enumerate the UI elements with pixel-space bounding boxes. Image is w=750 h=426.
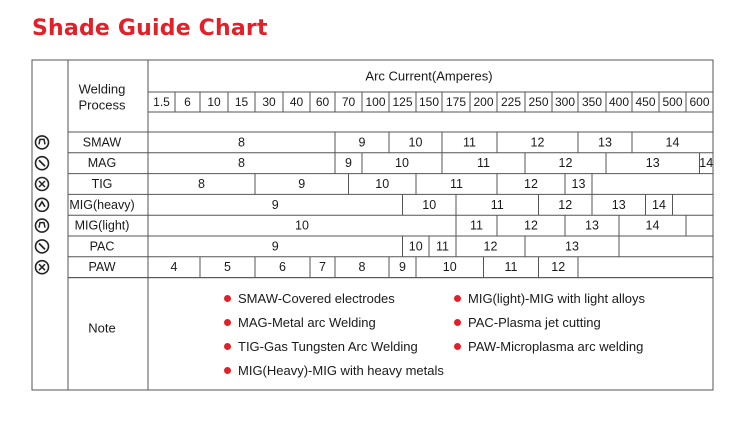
smaw-torch-icon bbox=[36, 136, 49, 149]
note-item-left bbox=[224, 339, 418, 354]
shade-value: 13 bbox=[645, 156, 660, 171]
ampere-tick-label: 200 bbox=[473, 95, 494, 109]
bullet-dot-icon bbox=[454, 319, 461, 326]
bullet-dot-icon bbox=[224, 367, 231, 374]
ampere-tick-label: 10 bbox=[207, 95, 221, 109]
shade-value: 7 bbox=[319, 260, 326, 275]
shade-value: 4 bbox=[170, 260, 178, 275]
shade-value: 10 bbox=[408, 135, 423, 150]
shade-value: 9 bbox=[298, 177, 306, 191]
shade-value: 8 bbox=[358, 260, 366, 275]
shade-value: 8 bbox=[238, 135, 245, 150]
ampere-tick-label: 600 bbox=[689, 95, 710, 109]
page-title: Shade Guide Chart bbox=[32, 16, 268, 41]
process-label: TIG bbox=[91, 177, 113, 191]
note-text: SMAW-Covered electrodes bbox=[238, 291, 395, 306]
mig-heavy-torch-icon bbox=[36, 198, 49, 211]
shade-value: 12 bbox=[524, 218, 538, 233]
ampere-tick-label: 15 bbox=[234, 95, 249, 109]
mig-light-torch-icon-ring bbox=[36, 219, 49, 232]
note-text: MIG(light)-MIG with light alloys bbox=[468, 291, 645, 306]
current-header: Arc Current(Amperes) bbox=[365, 68, 493, 84]
shade-value: 11 bbox=[490, 197, 504, 212]
note-item-right bbox=[454, 291, 645, 306]
note-item-right bbox=[454, 315, 601, 330]
ampere-tick-label: 500 bbox=[662, 95, 683, 109]
process-label: SMAW bbox=[82, 135, 122, 150]
shade-value: 9 bbox=[271, 239, 279, 254]
ampere-tick-label: 60 bbox=[315, 95, 330, 109]
shade-value: 9 bbox=[358, 135, 366, 150]
shade-value: 14 bbox=[699, 156, 714, 171]
note-text: MIG(Heavy)-MIG with heavy metals bbox=[238, 363, 444, 378]
shade-value: 9 bbox=[399, 260, 406, 275]
pac-torch-icon-glyph bbox=[39, 243, 45, 249]
note-text: TIG-Gas Tungsten Arc Welding bbox=[238, 339, 418, 354]
note-item-right bbox=[454, 339, 643, 354]
shade-value: 13 bbox=[611, 197, 626, 212]
shade-value: 5 bbox=[224, 260, 231, 275]
shade-value: 14 bbox=[652, 197, 666, 212]
bullet-dot-icon bbox=[224, 343, 231, 350]
ampere-tick-label: 6 bbox=[184, 95, 191, 109]
shade-value: 11 bbox=[450, 177, 463, 191]
shade-value: 9 bbox=[271, 197, 279, 212]
shade-value: 11 bbox=[463, 135, 476, 150]
pac-torch-icon bbox=[36, 240, 49, 253]
shade-value: 11 bbox=[470, 218, 483, 233]
ampere-tick-label: 150 bbox=[418, 95, 440, 109]
mig-light-torch-icon-glyph bbox=[39, 223, 45, 228]
mag-torch-icon-glyph bbox=[39, 160, 45, 166]
mig-heavy-torch-icon-glyph bbox=[39, 202, 45, 207]
shade-value: 13 bbox=[598, 135, 612, 150]
note-label: Note bbox=[88, 320, 116, 336]
shade-value: 10 bbox=[395, 156, 409, 171]
ampere-tick-label: 175 bbox=[445, 95, 467, 109]
ampere-tick-label: 350 bbox=[581, 95, 603, 109]
shade-value: 14 bbox=[665, 135, 680, 150]
note-text: MAG-Metal arc Welding bbox=[238, 315, 376, 330]
note-item-left bbox=[224, 363, 444, 378]
shade-value: 12 bbox=[483, 239, 498, 254]
bullet-dot-icon bbox=[224, 295, 231, 302]
ampere-tick-label: 450 bbox=[635, 95, 656, 109]
shade-value: 10 bbox=[295, 218, 309, 233]
tig-torch-icon bbox=[36, 178, 49, 191]
shade-value: 14 bbox=[645, 218, 660, 233]
ampere-tick-label: 125 bbox=[392, 95, 413, 109]
process-label: MIG(light) bbox=[74, 218, 130, 233]
ampere-tick-label: 100 bbox=[365, 95, 386, 109]
shade-value: 10 bbox=[375, 177, 390, 191]
smaw-torch-icon-glyph bbox=[39, 139, 45, 144]
paw-torch-icon bbox=[36, 261, 49, 274]
process-label: MIG(heavy) bbox=[69, 197, 135, 212]
ampere-tick-label: 400 bbox=[608, 95, 630, 109]
note-item-left bbox=[224, 291, 395, 306]
smaw-torch-icon-ring bbox=[36, 136, 49, 149]
bullet-dot-icon bbox=[454, 295, 461, 302]
shade-value: 12 bbox=[530, 135, 545, 150]
shade-value: 6 bbox=[279, 260, 286, 275]
shade-value: 9 bbox=[345, 156, 352, 171]
shade-value: 12 bbox=[524, 177, 538, 191]
ampere-tick-label: 250 bbox=[528, 95, 549, 109]
shade-value: 11 bbox=[504, 260, 518, 275]
process-label: PAW bbox=[88, 260, 116, 275]
bullet-dot-icon bbox=[454, 343, 461, 350]
shade-value: 11 bbox=[436, 239, 449, 254]
shade-value: 10 bbox=[422, 197, 437, 212]
tig-torch-icon-glyph bbox=[39, 181, 45, 187]
note-text: PAW-Microplasma arc welding bbox=[468, 339, 644, 354]
shade-value: 8 bbox=[198, 177, 205, 191]
paw-torch-icon-glyph bbox=[39, 264, 45, 270]
ampere-tick-label: 70 bbox=[341, 95, 356, 109]
process-label: PAC bbox=[89, 239, 115, 254]
shade-value: 12 bbox=[558, 197, 573, 212]
mig-light-torch-icon bbox=[36, 219, 49, 232]
shade-value: 13 bbox=[565, 239, 579, 254]
note-item-left bbox=[224, 315, 376, 330]
shade-value: 8 bbox=[238, 156, 245, 171]
process-header-line1: Welding bbox=[78, 81, 126, 97]
bullet-dot-icon bbox=[224, 319, 231, 326]
shade-value: 12 bbox=[551, 260, 566, 275]
shade-value: 13 bbox=[585, 218, 599, 233]
shade-value: 10 bbox=[408, 239, 423, 254]
ampere-tick-label: 225 bbox=[500, 95, 522, 109]
process-header-line2: Process bbox=[78, 97, 126, 113]
process-label: MAG bbox=[87, 156, 117, 171]
ampere-tick-label: 40 bbox=[289, 95, 304, 109]
mag-torch-icon bbox=[36, 157, 49, 170]
shade-value: 11 bbox=[477, 156, 490, 171]
shade-value: 10 bbox=[442, 260, 457, 275]
ampere-tick-label: 30 bbox=[262, 95, 276, 109]
ampere-tick-label: 1.5 bbox=[153, 95, 170, 109]
shade-value: 12 bbox=[558, 156, 573, 171]
ampere-tick-label: 300 bbox=[554, 95, 576, 109]
note-text: PAC-Plasma jet cutting bbox=[468, 315, 601, 330]
shade-value: 13 bbox=[571, 177, 586, 191]
